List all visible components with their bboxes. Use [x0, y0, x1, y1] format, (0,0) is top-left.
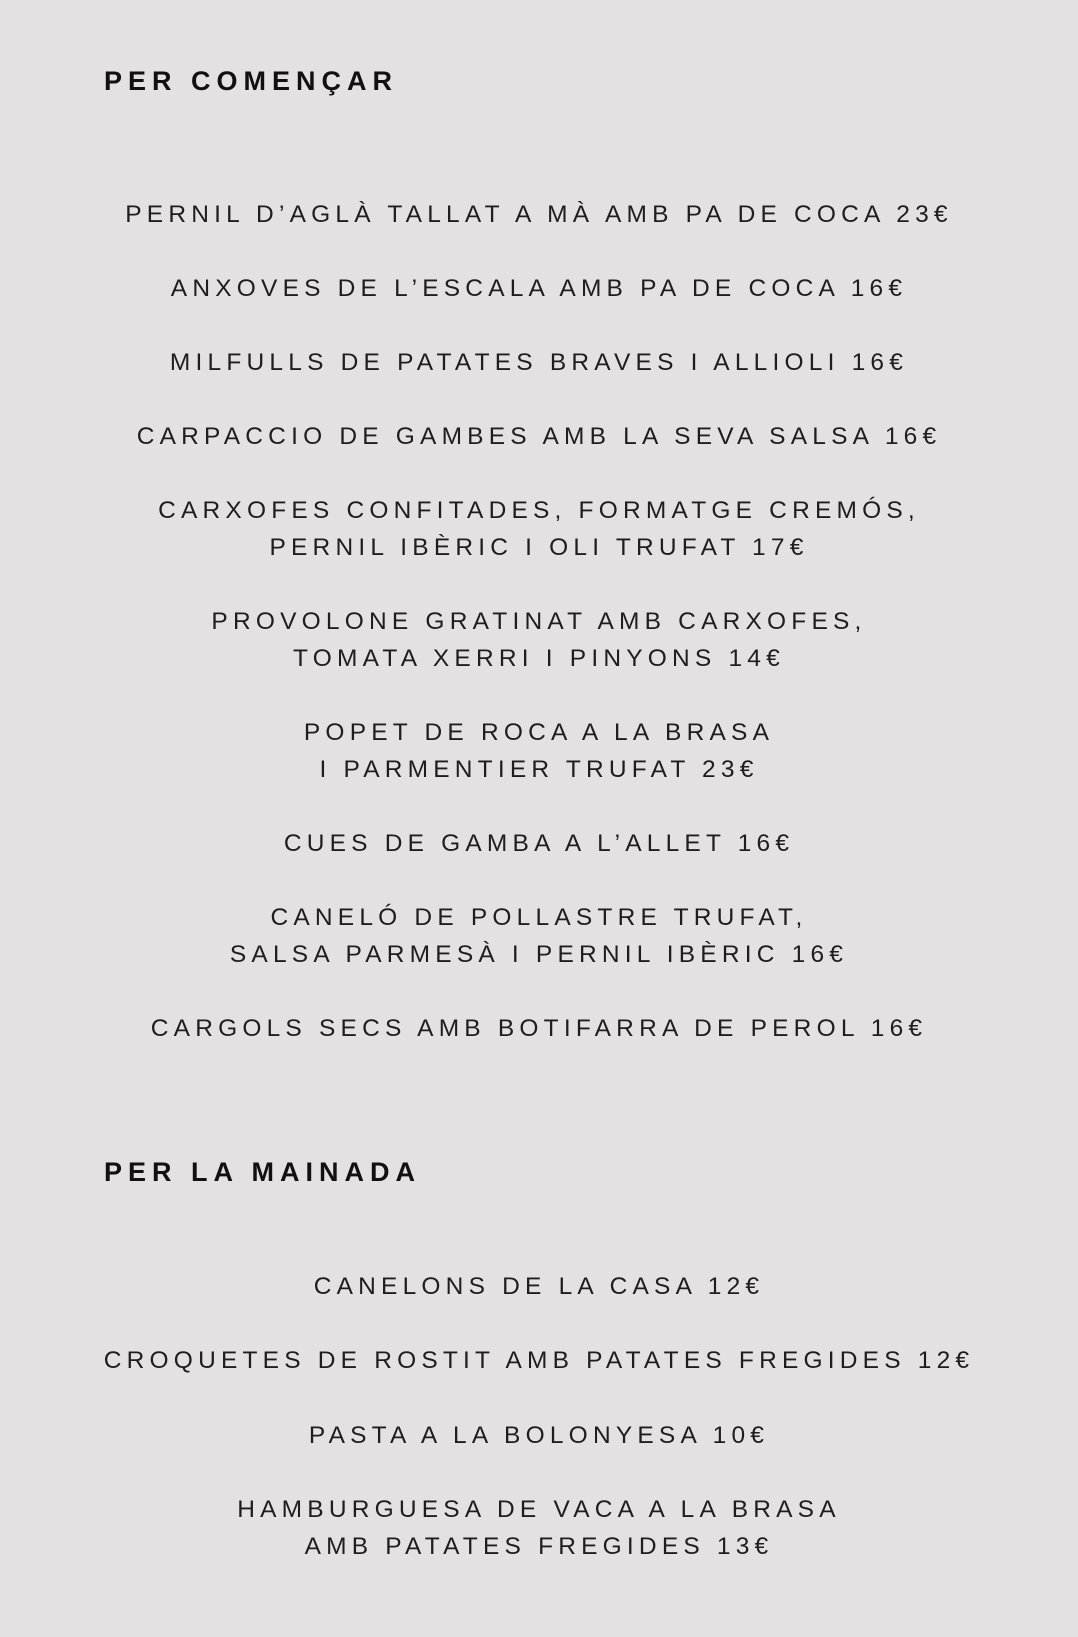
menu-item-line: CANELÓ DE POLLASTRE TRUFAT, — [270, 904, 808, 931]
menu-item — [0, 1342, 1078, 1379]
menu-item — [0, 825, 1078, 862]
menu-item — [0, 344, 1078, 381]
menu-item — [0, 603, 1078, 677]
menu-item — [0, 196, 1078, 233]
menu-item-line: PERNIL IBÈRIC I OLI TRUFAT 17€ — [269, 534, 809, 561]
menu-item-line: CARGOLS SECS AMB BOTIFARRA DE PEROL 16€ — [150, 1015, 928, 1042]
menu-item-line: I PARMENTIER TRUFAT 23€ — [319, 756, 759, 783]
menu-item-line: MILFULLS DE PATATES BRAVES I ALLIOLI 16€ — [169, 349, 909, 376]
menu-item-line: CARPACCIO DE GAMBES AMB LA SEVA SALSA 16€ — [136, 423, 942, 450]
menu-item-line: CROQUETES DE ROSTIT AMB PATATES FREGIDES 12€ — [103, 1347, 975, 1374]
section-title-per-la-mainada: PER LA MAINADA — [104, 1157, 421, 1187]
menu-item-line: TOMATA XERRI I PINYONS 14€ — [293, 645, 785, 672]
menu-item-line: CARXOFES CONFITADES, FORMATGE CREMÓS, — [158, 497, 920, 524]
menu-item — [0, 1010, 1078, 1047]
menu-item-line: HAMBURGUESA DE VACA A LA BRASA — [237, 1496, 841, 1523]
menu-item — [0, 1268, 1078, 1305]
menu-item — [0, 418, 1078, 455]
menu-item-line: AMB PATATES FREGIDES 13€ — [304, 1533, 774, 1560]
menu-item-line: POPET DE ROCA A LA BRASA — [303, 719, 775, 746]
menu-item — [0, 492, 1078, 566]
menu-item — [0, 1417, 1078, 1454]
section-title-per-comencar: PER COMENÇAR — [104, 66, 399, 96]
menu-item-line: PROVOLONE GRATINAT AMB CARXOFES, — [211, 608, 867, 635]
menu-item-line: CUES DE GAMBA A L’ALLET 16€ — [283, 830, 795, 857]
menu-item-line: ANXOVES DE L’ESCALA AMB PA DE COCA 16€ — [170, 275, 908, 302]
menu-item-line: SALSA PARMESÀ I PERNIL IBÈRIC 16€ — [229, 941, 849, 968]
menu-item — [0, 714, 1078, 788]
menu-item — [0, 899, 1078, 973]
menu-item-line: CANELONS DE LA CASA 12€ — [313, 1273, 765, 1300]
menu-item — [0, 1491, 1078, 1565]
menu-item-line: PASTA A LA BOLONYESA 10€ — [308, 1422, 770, 1449]
menu-item — [0, 270, 1078, 307]
menu-item-line: PERNIL D’AGLÀ TALLAT A MÀ AMB PA DE COCA 23€ — [125, 201, 953, 228]
